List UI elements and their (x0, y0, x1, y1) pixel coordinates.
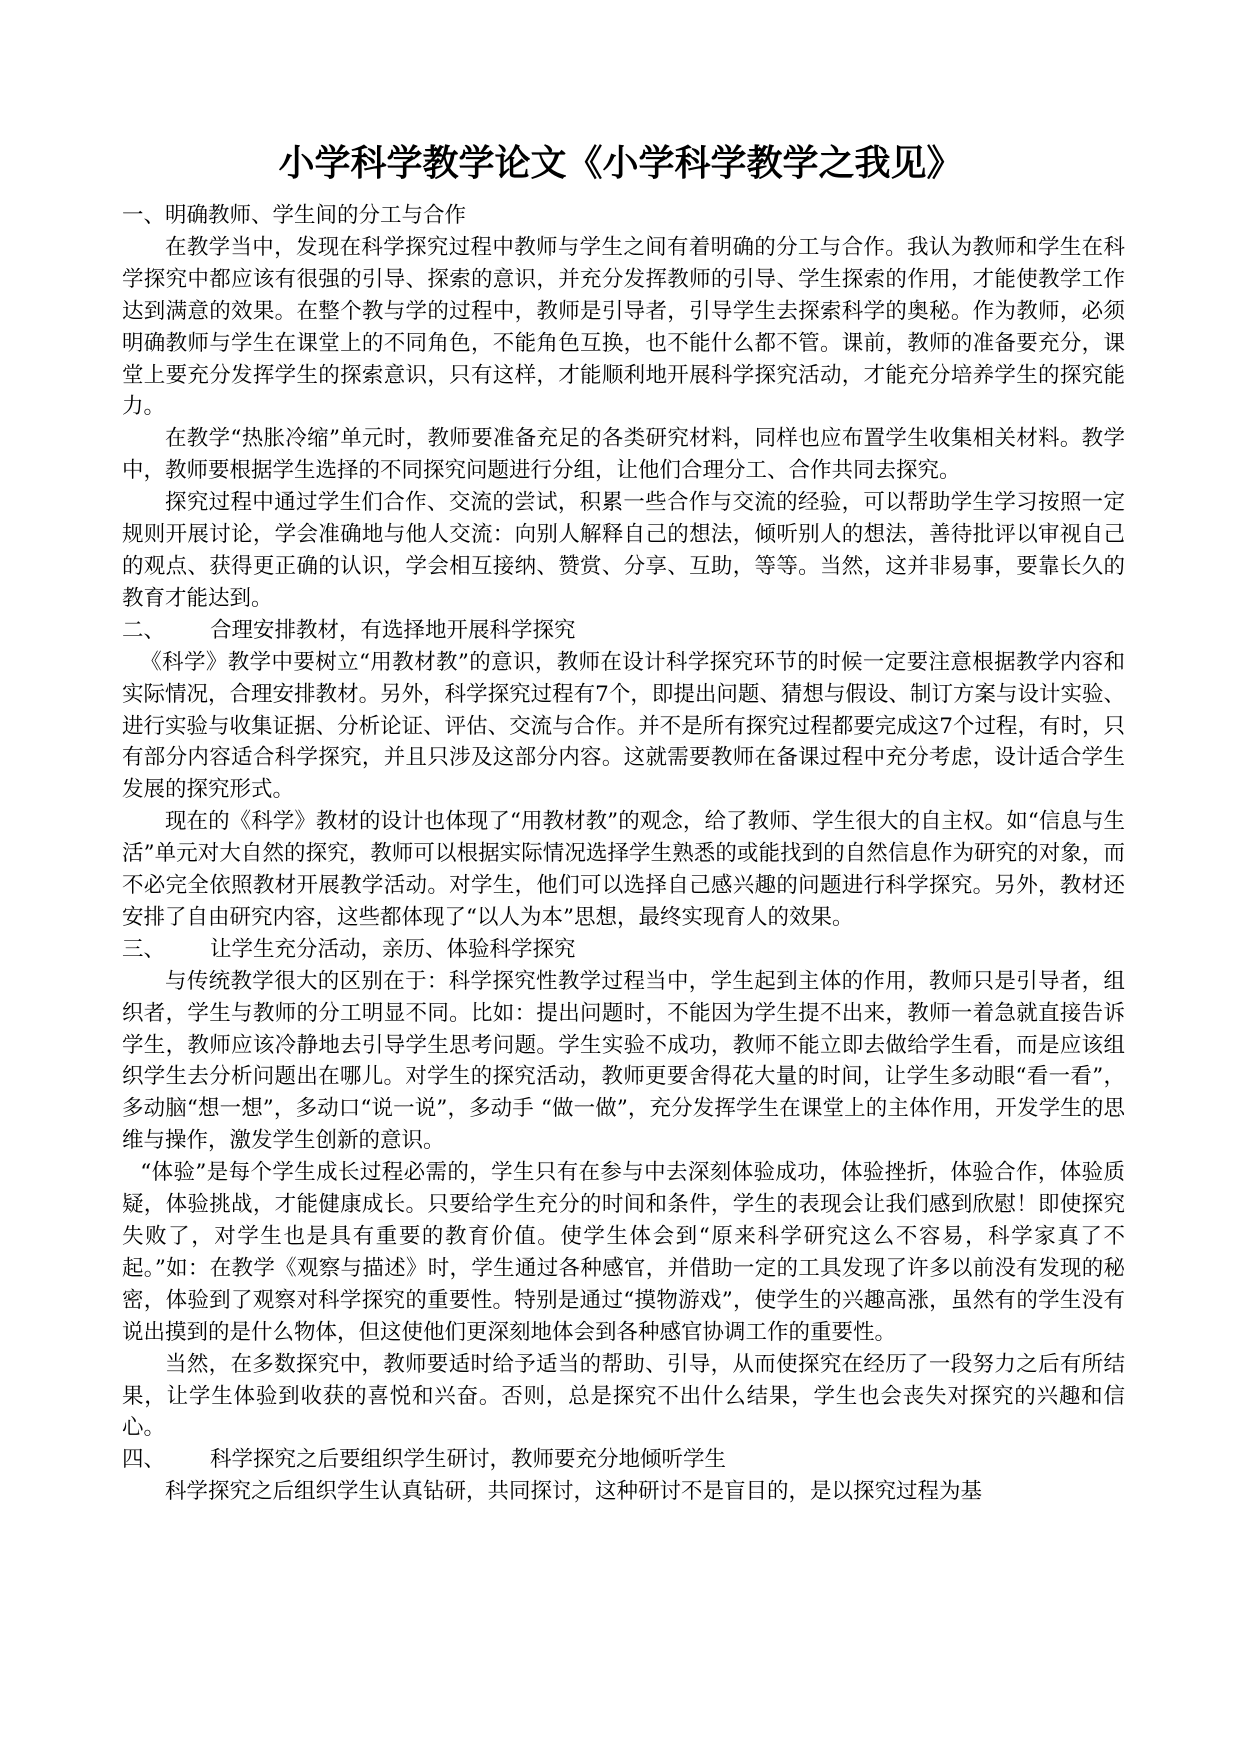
document-body (122, 200, 1125, 1508)
section-heading (122, 934, 1125, 966)
paragraph: 探究过程中通过学生们合作、交流的尝试，积累一些合作与交流的经验，可以帮助学生学习按照一定规则开展讨论，学会准确地与他人交流：向别人解释自己的想法，倾听别人的想法，善待批评以审视自己的观点、获得更正确的认识，学会相互接纳、赞赏、分享、互助，等等。当然，这并非易事，要靠长久的教育才能达到。 (122, 490, 1125, 611)
paragraph: 在教学“热胀冷缩”单元时，教师要准备充足的各类研究材料，同样也应布置学生收集相关材料。教学中，教师要根据学生选择的不同探究问题进行分组，让他们合理分工、合作共同去探究。 (122, 426, 1125, 484)
section-heading-text: 明确教师、学生间的分工与合作 (165, 203, 467, 228)
section-heading (122, 200, 1125, 232)
section-number: 一、 (122, 203, 166, 228)
section-number: 四、 (122, 1447, 166, 1473)
document-title: 小学科学教学论文《小学科学教学之我见》 (278, 142, 963, 184)
section-heading (122, 1444, 1125, 1476)
paragraph: 当然，在多数探究中，教师要适时给予适当的帮助、引导，从而使探究在经历了一段努力之后有所结果，让学生体验到收获的喜悦和兴奋。否则，总是探究不出什么结果，学生也会丧失对探究的兴趣和信心。 (122, 1351, 1125, 1441)
paragraph: 《科学》教学中要树立“用教材教”的意识，教师在设计科学探究环节的时候一定要注意根据教学内容和实际情况，合理安排教材。另外，科学探究过程有7个，即提出问题、猜想与假设、制订方案与设计实验、进行实验与收集证据、分析论证、评估、交流与合作。并不是所有探究过程都要完成这7个过程，有时，只有部分内容适合科学探究，并且只涉及这部分内容。这就需要教师在备课过程中充分考虑，设计适合学生发展的探究形式。 (122, 649, 1125, 803)
section-heading-text: 科学探究之后要组织学生研讨，教师要充分地倾听学生 (210, 1447, 727, 1473)
section-number: 三、 (122, 936, 166, 962)
paragraph: 科学探究之后组织学生认真钻研，共同探讨，这种研讨不是盲目的，是以探究过程为基 (165, 1479, 983, 1505)
section-number: 二、 (122, 617, 166, 643)
paragraph: “体验”是每个学生成长过程必需的，学生只有在参与中去深刻体验成功，体验挫折，体验合作，体验质疑，体验挑战，才能健康成长。只要给学生充分的时间和条件，学生的表现会让我们感到欣慰！即使探究失败了，对学生也是具有重要的教育价值。使学生体会到“原来科学研究这么不容易，科学家真了不起。”如：在教学《观察与描述》时，学生通过各种感官，并借助一定的工具发现了许多以前没有发现的秘密，体验到了观察对科学探究的重要性。特别是通过“摸物游戏”，使学生的兴趣高涨，虽然有的学生没有说出摸到的是什么物体，但这使他们更深刻地体会到各种感官协调工作的重要性。 (122, 1160, 1125, 1345)
paragraph: 现在的《科学》教材的设计也体现了“用教材教”的观念，给了教师、学生很大的自主权。如“信息与生活”单元对大自然的探究，教师可以根据实际情况选择学生熟悉的或能找到的自然信息作为研究的对象，而不必完全依照教材开展教学活动。对学生，他们可以选择自己感兴趣的问题进行科学探究。另外，教材还安排了自由研究内容，这些都体现了“以人为本”思想，最终实现育人的效果。 (122, 809, 1125, 930)
section-heading (122, 615, 1125, 647)
section-heading-text: 合理安排教材，有选择地开展科学探究 (210, 617, 576, 643)
section-heading-text: 让学生充分活动，亲历、体验科学探究 (210, 936, 576, 962)
paragraph: 在教学当中，发现在科学探究过程中教师与学生之间有着明确的分工与合作。我认为教师和学生在科学探究中都应该有很强的引导、探索的意识，并充分发挥教师的引导、学生探索的作用，才能使教学工作达到满意的效果。在整个教与学的过程中，教师是引导者，引导学生去探索科学的奥秘。作为教师，必须明确教师与学生在课堂上的不同角色，不能角色互换，也不能什么都不管。课前，教师的准备要充分，课堂上要充分发挥学生的探索意识，只有这样，才能顺利地开展科学探究活动，才能充分培养学生的探究能力。 (122, 234, 1125, 420)
paragraph: 与传统教学很大的区别在于：科学探究性教学过程当中，学生起到主体的作用，教师只是引导者，组织者，学生与教师的分工明显不同。比如：提出问题时，不能因为学生提不出来，教师一着急就直接告诉学生，教师应该冷静地去引导学生思考问题。学生实验不成功，教师不能立即去做给学生看，而是应该组织学生去分析问题出在哪儿。对学生的探究活动，教师更要舍得花大量的时间，让学生多动眼“看一看”，多动脑“想一想”，多动口“说一说”，多动手 “做一做”，充分发挥学生在课堂上的主体作用，开发学生的思维与操作，激发学生创新的意识。 (122, 968, 1125, 1154)
